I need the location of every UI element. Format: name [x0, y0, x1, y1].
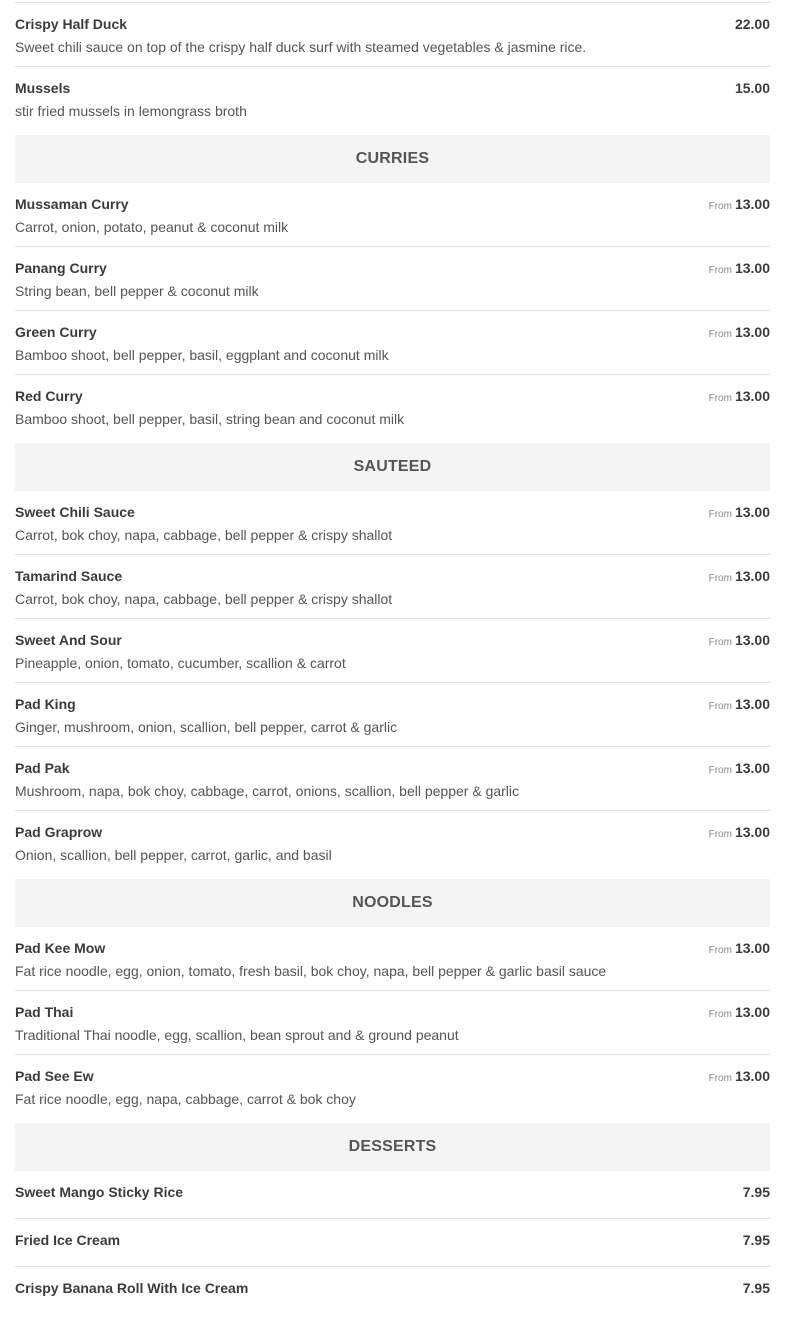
item-price: [709, 388, 770, 407]
item-name: Pad Kee Mow: [15, 940, 106, 956]
menu-item[interactable]: [15, 619, 770, 683]
item-name: Crispy Half Duck: [15, 16, 128, 32]
item-description: Carrot, onion, potato, peanut & coconut milk: [15, 219, 289, 235]
item-name: Sweet Mango Sticky Rice: [15, 1184, 184, 1200]
item-price: [709, 196, 770, 215]
menu-item[interactable]: [15, 247, 770, 311]
section-header-sauteed: SAUTEED: [15, 443, 770, 491]
price-prefix: From: [708, 945, 732, 956]
item-name: Pad See Ew: [15, 1068, 94, 1084]
menu-item[interactable]: [15, 747, 770, 811]
item-name: Tamarind Sauce: [15, 568, 123, 584]
menu-item[interactable]: [15, 1267, 770, 1315]
price-value: 13.00: [734, 940, 770, 956]
price-value: 13.00: [734, 568, 770, 584]
item-price: [709, 696, 770, 715]
menu-item[interactable]: [15, 811, 770, 875]
menu-item[interactable]: [15, 555, 770, 619]
item-description: stir fried mussels in lemongrass broth: [15, 103, 247, 119]
section-header-noodles: NOODLES: [15, 879, 770, 927]
menu-item[interactable]: [15, 683, 770, 747]
price-prefix: From: [708, 329, 732, 340]
item-name: Mussaman Curry: [15, 196, 129, 212]
item-description: Fat rice noodle, egg, onion, tomato, fresh basil, bok choy, napa, bell pepper & garlic basil sauce: [15, 963, 607, 979]
item-name: Mussels: [15, 80, 71, 96]
price-value: 13.00: [734, 1068, 770, 1084]
price-prefix: From: [708, 573, 732, 584]
item-description: Pineapple, onion, tomato, cucumber, scallion & carrot: [15, 655, 346, 671]
item-description: Bamboo shoot, bell pepper, basil, string bean and coconut milk: [15, 411, 405, 427]
menu-item[interactable]: [15, 67, 770, 131]
price-prefix: From: [708, 701, 732, 712]
menu-item[interactable]: [15, 375, 770, 439]
price-prefix: From: [708, 509, 732, 520]
item-name: Pad Graprow: [15, 824, 103, 840]
price-value: 13.00: [734, 324, 770, 340]
item-price: [709, 632, 770, 651]
item-name: Sweet Chili Sauce: [15, 504, 135, 520]
item-price: [709, 260, 770, 279]
price-value: 15.00: [734, 80, 770, 96]
price-prefix: From: [708, 1073, 732, 1084]
item-name: Pad Thai: [15, 1004, 74, 1020]
item-price: [709, 568, 770, 587]
item-price: [709, 824, 770, 843]
menu-item[interactable]: [15, 311, 770, 375]
item-description: Ginger, mushroom, onion, scallion, bell pepper, carrot & garlic: [15, 719, 398, 735]
item-price: [735, 16, 770, 33]
section-header-curries: CURRIES: [15, 135, 770, 183]
price-prefix: From: [708, 765, 732, 776]
menu-item[interactable]: [15, 1055, 770, 1119]
item-description: Fat rice noodle, egg, napa, cabbage, carrot & bok choy: [15, 1091, 356, 1107]
item-name: Pad King: [15, 696, 76, 712]
menu-item[interactable]: [15, 991, 770, 1055]
price-value: 13.00: [734, 260, 770, 276]
menu-item[interactable]: [15, 3, 770, 67]
item-name: Fried Ice Cream: [15, 1232, 121, 1248]
price-value: 13.00: [734, 824, 770, 840]
price-prefix: From: [708, 393, 732, 404]
item-price: [709, 1004, 770, 1023]
item-name: Pad Pak: [15, 760, 70, 776]
price-value: 13.00: [734, 1004, 770, 1020]
price-value: 13.00: [734, 632, 770, 648]
item-description: Carrot, bok choy, napa, cabbage, bell pepper & crispy shallot: [15, 591, 393, 607]
price-value: 13.00: [734, 196, 770, 212]
item-price: [709, 940, 770, 959]
price-value: 7.95: [742, 1184, 770, 1200]
item-name: Red Curry: [15, 388, 83, 404]
item-name: Sweet And Sour: [15, 632, 122, 648]
item-price: [743, 1184, 770, 1201]
menu-item[interactable]: [15, 1219, 770, 1267]
item-name: Green Curry: [15, 324, 97, 340]
price-value: 13.00: [734, 504, 770, 520]
price-prefix: From: [708, 201, 732, 212]
item-price: [709, 1068, 770, 1087]
item-description: Mushroom, napa, bok choy, cabbage, carrot, onions, scallion, bell pepper & garlic: [15, 783, 520, 799]
item-price: [743, 1232, 770, 1249]
item-description: Bamboo shoot, bell pepper, basil, eggplant and coconut milk: [15, 347, 389, 363]
price-value: 13.00: [734, 388, 770, 404]
item-price: [735, 80, 770, 97]
item-description: String bean, bell pepper & coconut milk: [15, 283, 259, 299]
item-description: Traditional Thai noodle, egg, scallion, bean sprout and & ground peanut: [15, 1027, 459, 1043]
item-price: [743, 1280, 770, 1297]
item-price: [709, 504, 770, 523]
menu-list: [15, 3, 770, 1315]
price-prefix: From: [708, 265, 732, 276]
price-prefix: From: [708, 1009, 732, 1020]
item-description: Carrot, bok choy, napa, cabbage, bell pepper & crispy shallot: [15, 527, 393, 543]
item-description: Onion, scallion, bell pepper, carrot, garlic, and basil: [15, 847, 332, 863]
price-value: 7.95: [742, 1280, 770, 1296]
menu-item[interactable]: [15, 1171, 770, 1219]
menu-item[interactable]: [15, 183, 770, 247]
price-prefix: From: [708, 829, 732, 840]
item-name: Crispy Banana Roll With Ice Cream: [15, 1280, 249, 1296]
item-price: [709, 324, 770, 343]
item-description: Sweet chili sauce on top of the crispy half duck surf with steamed vegetables & jasmine rice.: [15, 39, 587, 55]
price-value: 13.00: [734, 696, 770, 712]
item-name: Panang Curry: [15, 260, 107, 276]
item-price: [709, 760, 770, 779]
menu-item[interactable]: [15, 927, 770, 991]
price-value: 13.00: [734, 760, 770, 776]
menu-item[interactable]: [15, 491, 770, 555]
price-value: 22.00: [734, 16, 770, 32]
price-value: 7.95: [742, 1232, 770, 1248]
section-header-desserts: DESSERTS: [15, 1123, 770, 1171]
price-prefix: From: [708, 637, 732, 648]
